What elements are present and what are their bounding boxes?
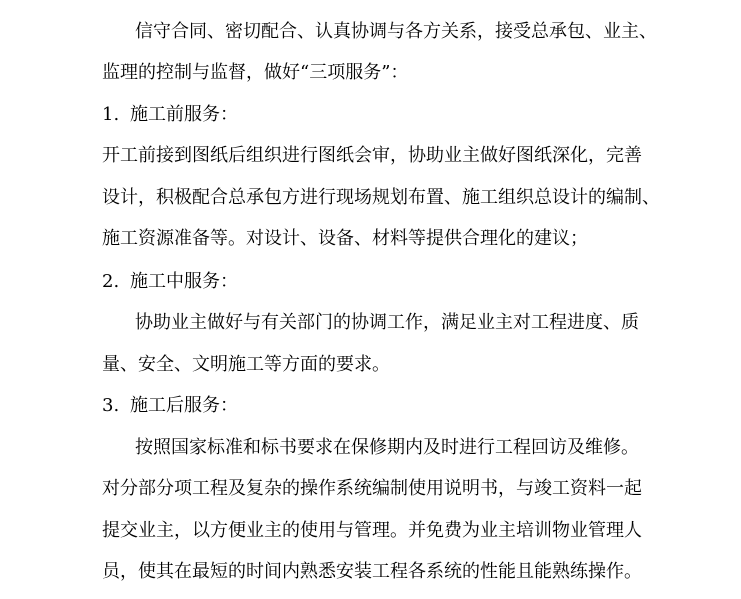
section-1-line-2: 设计，积极配合总承包方进行现场规划布置、施工组织总设计的编制、: [102, 187, 660, 208]
section-3-heading: [0, 386, 741, 426]
section-3-line-4: 员，使其在最短的时间内熟悉安装工程各系统的性能且能熟练操作。: [102, 561, 642, 582]
intro-line-1: 信守合同、密切配合、认真协调与各方关系，接受总承包、业主、: [135, 21, 657, 42]
section-3-number: 3.: [102, 395, 120, 416]
section-1-heading: [0, 95, 741, 135]
section-3-line-3: 提交业主，以方便业主的使用与管理。并免费为业主培训物业管理人: [102, 520, 642, 541]
section-3-line-1: 按照国家标准和标书要求在保修期内及时进行工程回访及维修。: [135, 437, 639, 458]
section-2-heading: [0, 262, 741, 302]
section-2-line-2: 量、安全、文明施工等方面的要求。: [102, 354, 390, 375]
intro-line-2: 监理的控制与监督，做好“三项服务”：: [102, 62, 409, 83]
section-3-line-2: 对分部分项工程及复杂的操作系统编制使用说明书，与竣工资料一起: [102, 478, 642, 499]
section-2-number: 2.: [102, 271, 120, 292]
section-1-number: 1.: [102, 104, 120, 125]
section-1-title: 施工前服务：: [130, 104, 238, 125]
section-1-line-3: 施工资源准备等。对设计、设备、材料等提供合理化的建议；: [102, 228, 588, 249]
section-2-line-1: 协助业主做好与有关部门的协调工作，满足业主对工程进度、质: [135, 312, 639, 333]
section-3-title: 施工后服务：: [130, 395, 238, 416]
section-2-title: 施工中服务：: [130, 271, 238, 292]
section-1-line-1: 开工前接到图纸后组织进行图纸会审，协助业主做好图纸深化，完善: [102, 145, 642, 166]
